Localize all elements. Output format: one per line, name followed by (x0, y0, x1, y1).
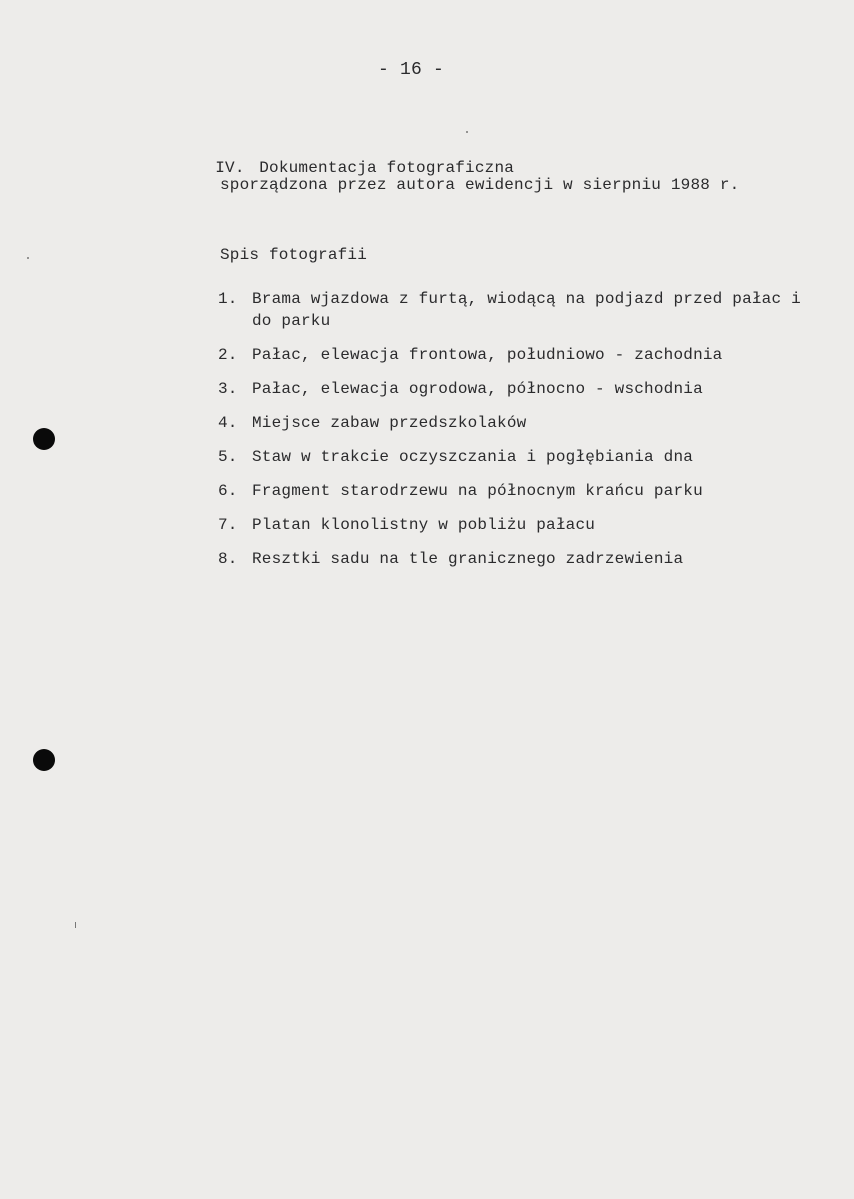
list-item-number: 1. (218, 290, 238, 308)
paper-speck (75, 922, 76, 928)
list-item-text: Staw w trakcie oczyszczania i pogłębiania dna (252, 448, 694, 466)
list-item (218, 288, 822, 332)
list-item-text: Pałac, elewacja ogrodowa, północno - wschodnia (252, 380, 703, 398)
photo-list-title: Spis fotografii (220, 246, 368, 264)
list-item-text: Resztki sadu na tle granicznego zadrzewienia (252, 550, 684, 568)
photo-list (218, 288, 822, 582)
list-item-number: 5. (218, 448, 238, 466)
list-item (218, 344, 822, 366)
paper-speck (466, 131, 468, 133)
punch-hole-top (33, 428, 55, 450)
list-item-number: 6. (218, 482, 238, 500)
section-numeral: IV. (215, 159, 245, 177)
list-item-number: 7. (218, 516, 238, 534)
paper-speck (27, 257, 29, 259)
page-number: - 16 - (378, 60, 445, 80)
list-item (218, 446, 822, 468)
punch-hole-bottom (33, 749, 55, 771)
list-item-text: Fragment starodrzewu na północnym krańcu parku (252, 482, 703, 500)
list-item-number: 8. (218, 550, 238, 568)
section-subtitle: sporządzona przez autora ewidencji w sierpniu 1988 r. (220, 176, 740, 194)
list-item-text: Brama wjazdowa z furtą, wiodącą na podjazd przed pałac i do parku (252, 290, 801, 330)
list-item (218, 412, 822, 434)
list-item (218, 548, 822, 570)
list-item (218, 514, 822, 536)
list-item-text: Platan klonolistny w pobliżu pałacu (252, 516, 596, 534)
section-title: Dokumentacja fotograficzna (259, 159, 515, 177)
list-item-number: 4. (218, 414, 238, 432)
list-item-number: 2. (218, 346, 238, 364)
list-item-text: Pałac, elewacja frontowa, południowo - zachodnia (252, 346, 723, 364)
list-item (218, 378, 822, 400)
list-item (218, 480, 822, 502)
list-item-number: 3. (218, 380, 238, 398)
list-item-text: Miejsce zabaw przedszkolaków (252, 414, 527, 432)
